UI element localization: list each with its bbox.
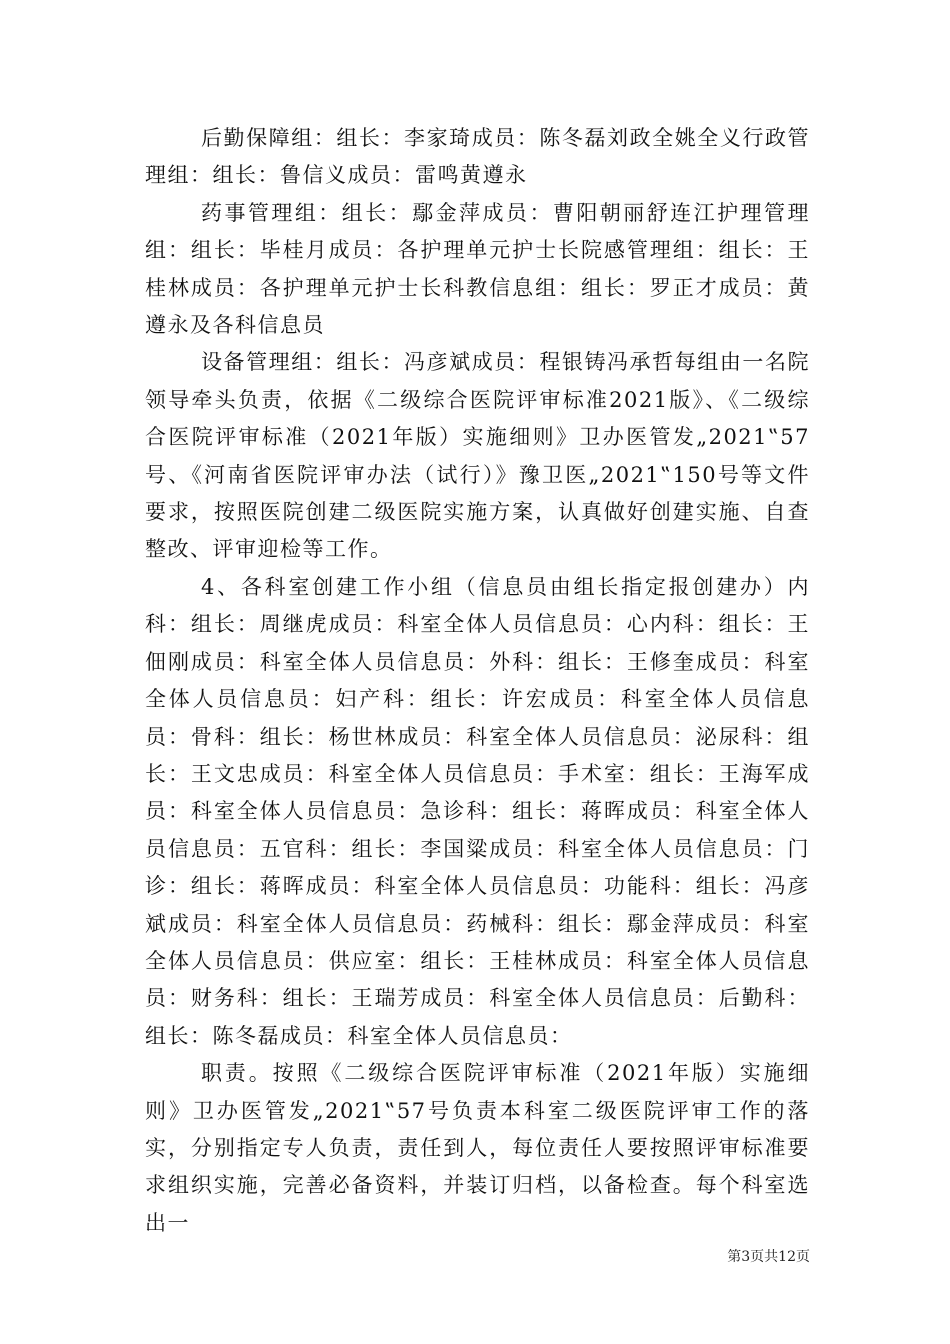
paragraph-pharmacy-nursing: 药事管理组：组长：鄢金萍成员：曹阳朝丽舒连江护理管理组：组长：毕桂月成员：各护理单元护士长院感管理组：组长：王桂林成员：各护理单元护士长科教信息组：组长：罗正才成员：黄遵永及各科信息员 — [145, 200, 810, 338]
page-number: 第3页共12页 — [727, 1249, 810, 1265]
paragraph-equipment: 设备管理组：组长：冯彦斌成员：程银铸冯承哲每组由一名院领导牵头负责，依据《二级综合医院评审标准2021版》、《二级综合医院评审标准（2021年版）实施细则》卫办医管发„2021‟57号、《河南省医院评审办法（试行）》豫卫医„2021‟150号等文件要求，按照医院创建二级医院实施方案，认真做好创建实施、自查整改、评审迎检等工作。 — [145, 350, 810, 562]
paragraph-logistics-admin: 后勤保障组：组长：李家琦成员：陈冬磊刘政全姚全义行政管理组：组长：鲁信义成员：雷鸣黄遵永 — [145, 126, 810, 188]
paragraph-department-groups: 4、各科室创建工作小组（信息员由组长指定报创建办）内科：组长：周继虎成员：科室全体人员信息员：心内科：组长：王佃刚成员：科室全体人员信息员：外科：组长：王修奎成员：科室全体人员信息员：妇产科：组长：许宏成员：科室全体人员信息员：骨科：组长：杨世林成员：科室全体人员信息员：泌尿科：组长：王文忠成员：科室全体人员信息员：手术室：组长：王海军成员：科室全体人员信息员：急诊科：组长：蒋晖成员：科室全体人员信息员：五官科：组长：李国粱成员：科室全体人员信息员：门诊：组长：蒋晖成员：科室全体人员信息员：功能科：组长：冯彦斌成员：科室全体人员信息员：药械科：组长：鄢金萍成员：科室全体人员信息员：供应室：组长：王桂林成员：科室全体人员信息员：财务科：组长：王瑞芳成员：科室全体人员信息员：后勤科：组长：陈冬磊成员：科室全体人员信息员： — [145, 574, 810, 1048]
document-body — [145, 120, 810, 1242]
paragraph-duties: 职责。按照《二级综合医院评审标准（2021年版）实施细则》卫办医管发„2021‟57号负责本科室二级医院评审工作的落实，分别指定专人负责，责任到人，每位责任人要按照评审标准要求组织实施，完善必备资料，并装订归档，以备检查。每个科室选出一 — [145, 1061, 810, 1235]
